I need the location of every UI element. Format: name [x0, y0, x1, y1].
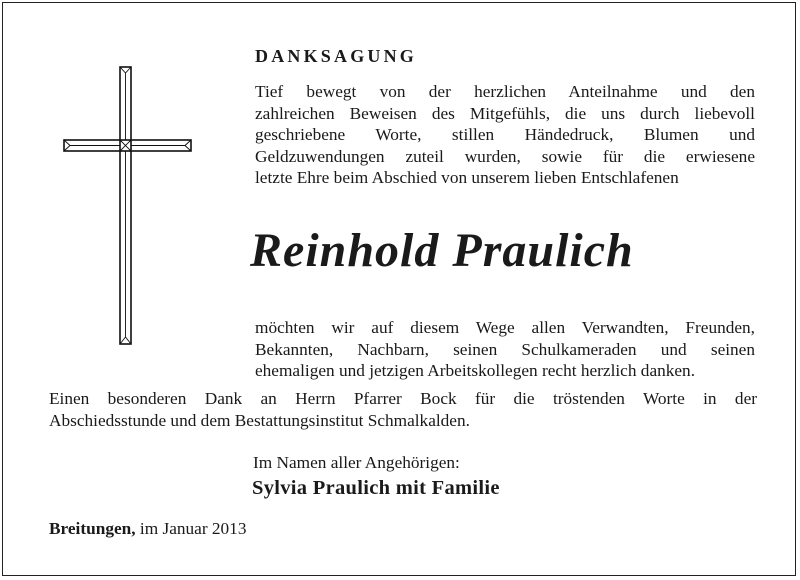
deceased-name: Reinhold Praulich [250, 224, 634, 277]
signature-intro: Im Namen aller Angehörigen: [253, 453, 460, 472]
intro-line: letzte Ehre beim Abschied von unserem lieben Entschlafenen [255, 168, 679, 188]
thanks-paragraph [255, 317, 755, 382]
thanks-line: möchten wir auf diesem Wege allen Verwandten, Freunden, [255, 318, 755, 337]
cross-icon [63, 66, 195, 346]
intro-line: Tief bewegt von der herzlichen Anteilnahme und den [255, 82, 755, 101]
intro-line: zahlreichen Beweisen des Mitgefühls, die uns durch liebevoll [255, 103, 755, 123]
date-text: im Januar 2013 [139, 519, 247, 538]
special-thanks-paragraph [49, 388, 757, 431]
notice-frame [2, 2, 796, 576]
thanks-line: ehemaligen und jetzigen Arbeitskollegen recht herzlich danken. [255, 361, 696, 381]
thanks-line: Bekannten, Nachbarn, seinen Schulkameraden und seinen [255, 339, 755, 359]
place-name: Breitungen, [49, 519, 136, 538]
place-date [49, 519, 246, 539]
notice-heading: DANKSAGUNG [255, 46, 418, 66]
special-thanks-line: Einen besonderen Dank an Herrn Pfarrer Bock für die tröstenden Worte in der [49, 389, 757, 408]
special-thanks-line: Abschiedsstunde und dem Bestattungsinstitut Schmalkalden. [49, 410, 470, 430]
intro-paragraph [255, 81, 755, 189]
intro-line: Geldzuwendungen zuteil wurden, sowie für die erwiesene [255, 146, 755, 166]
signature-name: Sylvia Praulich mit Familie [252, 477, 500, 499]
intro-line: geschriebene Worte, stillen Händedruck, Blumen und [255, 125, 755, 145]
